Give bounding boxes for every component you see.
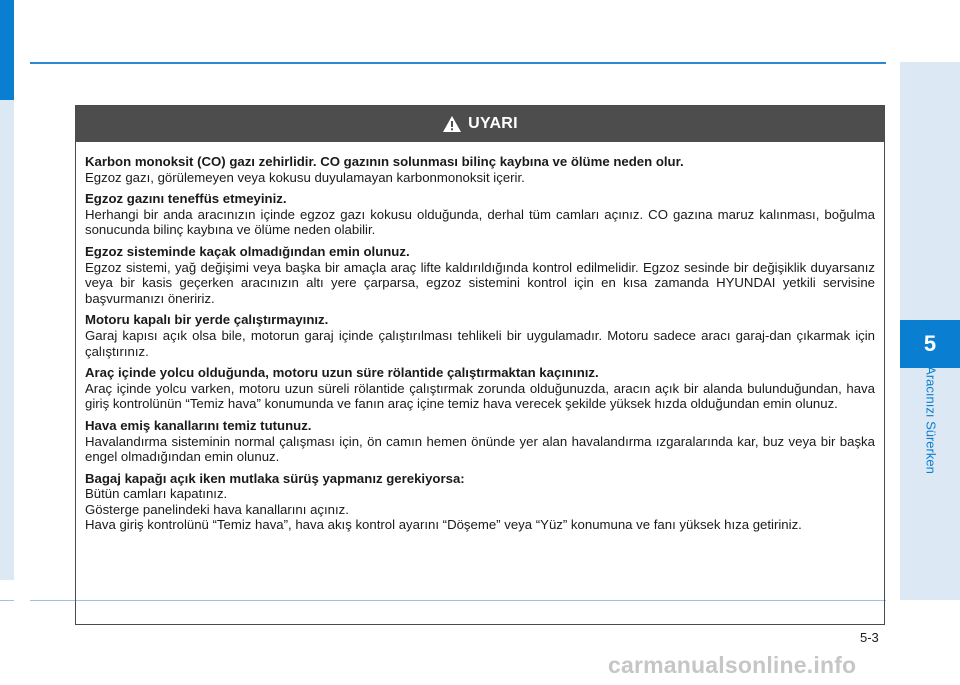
warning-item (85, 191, 875, 238)
warning-body (76, 142, 884, 533)
warning-header (76, 106, 884, 142)
warning-title: UYARI (468, 115, 518, 132)
item-text: Araç içinde yolcu varken, motoru uzun süreli rölantide çalıştırmak zorunda olduğunuzda, aracın açık bir alanda bulunduğundan, hava giriş kontrolünün “Temiz hava” konumunda ve fanın araç içine temiz hava verecek şekilde yüksek hızda olduğundan emin olunuz. (85, 380, 875, 412)
chapter-number-tab[interactable]: 5 (900, 320, 960, 368)
item-title: Araç içinde yolcu olduğunda, motoru uzun süre rölantide çalıştırmaktan kaçınınız. (85, 365, 599, 381)
item-title: Karbon monoksit (CO) gazı zehirlidir. CO gazının solunması bilinç kaybına ve ölüme neden olur. (85, 154, 684, 169)
page-number: 5-3 (860, 630, 879, 645)
warning-box (75, 105, 885, 625)
item-title: Egzoz sisteminde kaçak olmadığından emin olunuz. (85, 243, 410, 259)
item-text: Garaj kapısı açık olsa bile, motorun garaj içinde çalıştırılması tehlikeli bir uygulamadır. Motoru sadece aracı garaj-dan çıkarmak için çalıştırınız. (85, 327, 875, 359)
item-line: Bütün camları kapatınız. (85, 486, 228, 502)
warning-item-last (85, 471, 875, 533)
item-title: Egzoz gazını teneffüs etmeyiniz. (85, 191, 287, 207)
chapter-title: Aracınızı Sürerken (923, 366, 939, 474)
item-line: Gösterge panelindeki hava kanallarını açınız. (85, 501, 349, 517)
warning-item (85, 418, 875, 465)
item-text: Egzoz gazı, görülemeyen veya kokusu duyulamayan karbonmonoksit içerir. (85, 169, 525, 185)
item-text: Havalandırma sisteminin normal çalışması için, ön camın hemen önünde yer alan havalandırma ızgaralarında kar, buz veya bir başka engel olmadığından emin olunuz. (85, 433, 875, 465)
watermark[interactable]: carmanualsonline.info (608, 652, 857, 678)
item-title: Hava emiş kanallarını temiz tutunuz. (85, 417, 312, 433)
warning-item (85, 244, 875, 306)
item-text: Egzoz sistemi, yağ değişimi veya başka bir amaçla araç lifte kaldırıldığında kontrol edilmelidir. Egzoz sesinde bir değişiklik duyarsanız veya bir kasis geçerken aracınızın altı yere çarparsa, egzoz sistemini kontrol için en kısa zamanda HYUNDAI yetkili servisine başvurmanızı öneririz. (85, 259, 875, 306)
item-title: Bagaj kapağı açık iken mutlaka sürüş yapmanız gerekiyorsa: (85, 470, 465, 486)
left-bottom-tick (0, 600, 14, 601)
item-text: Herhangi bir anda aracınızın içinde egzoz gazı kokusu olduğunda, derhal tüm camları açınız. CO gazına maruz kalınması, boğulma sonucunda bilinç kaybına ve ölüme neden olabilir. (85, 206, 875, 238)
item-title: Motoru kapalı bir yerde çalıştırmayınız. (85, 312, 329, 328)
warning-triangle-icon (442, 115, 462, 133)
item-line: Hava giriş kontrolünü “Temiz hava”, hava akış kontrol ayarını “Döşeme” veya “Yüz” konumuna ve fanı yüksek hıza getiriniz. (85, 517, 802, 533)
top-rule (30, 62, 886, 64)
left-accent-bar (0, 0, 14, 100)
warning-item (85, 154, 875, 185)
warning-item (85, 312, 875, 359)
warning-item (85, 365, 875, 412)
